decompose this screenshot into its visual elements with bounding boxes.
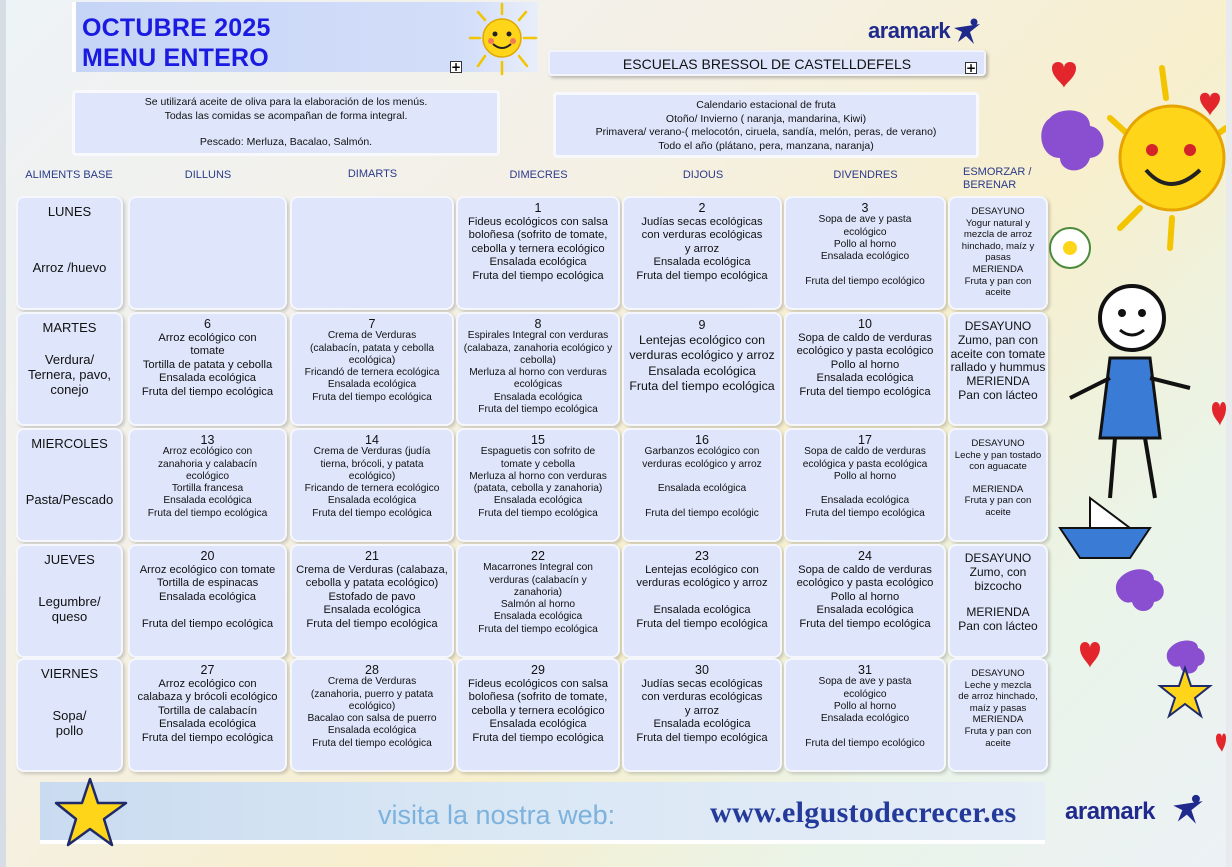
meal-line: Sopa de ave y pasta: [818, 214, 912, 226]
meal-cell: [784, 312, 946, 426]
snack-line: aceite: [985, 287, 1011, 299]
date-number: 13: [200, 433, 215, 447]
meal-line: Arroz ecológico con: [158, 677, 257, 690]
meal-line: Fruta del tiempo ecológico: [805, 275, 925, 287]
meal-line: y arroz: [684, 704, 720, 717]
meal-line: Fruta del tiempo ecológica: [636, 731, 768, 744]
aramark-star-icon: [952, 16, 982, 46]
day-cell-lunes: [16, 196, 123, 310]
meal-line: Fruta del tiempo ecológica: [141, 385, 274, 398]
day-cell-jueves: [16, 544, 123, 658]
note-line: Todas las comidas se acompañan de forma integral.: [164, 109, 408, 122]
meal-cell: [128, 196, 287, 310]
meal-line: Fruta del tiempo ecológica: [312, 507, 432, 519]
date-number: 20: [200, 549, 215, 563]
meal-line: Fruta del tiempo ecológica: [306, 617, 438, 630]
meal-cell: [784, 196, 946, 310]
snack-header-line: ESMORZAR /: [963, 166, 1032, 178]
meal-cell: [290, 544, 454, 658]
snack-line: MERIENDA: [966, 605, 1030, 620]
meal-line: Tortilla francesa: [171, 483, 244, 495]
meal-line: Judías secas ecológicas: [641, 215, 763, 228]
base-food-line: Sopa/: [52, 708, 87, 723]
snack-line: DESAYUNO: [971, 438, 1025, 449]
meal-line: cebolla y patata ecológico): [305, 577, 439, 590]
snack-line: pasas: [985, 252, 1011, 264]
meal-cell: [784, 428, 946, 542]
snack-line: Pan con lácteo: [958, 619, 1038, 634]
snack-line: [950, 473, 1046, 484]
expand-title-button[interactable]: +: [451, 60, 462, 74]
meal-line: Fricando de ternera ecológico: [304, 483, 440, 495]
meal-line: (calabacín, patata y cebolla: [309, 342, 435, 354]
day-name: MARTES: [42, 320, 97, 335]
date-number: 22: [531, 549, 545, 563]
meal-line: ecológico): [348, 470, 396, 482]
note-line: Se utilizará aceite de oliva para la elaboración de los menús.: [144, 96, 428, 108]
snack-line: aceite: [985, 506, 1011, 518]
base-food-line: Verdura/: [44, 352, 95, 367]
meal-line: Fruta del tiempo ecológico: [805, 737, 925, 749]
meal-line: Fruta del tiempo ecológica: [629, 378, 775, 393]
snack-line: MERIENDA: [972, 483, 1024, 495]
meal-line: Ensalada ecológica: [489, 718, 587, 731]
heart-icon: [1212, 402, 1226, 426]
date-number: 2: [698, 201, 706, 215]
meal-line: Ensalada ecológica: [816, 372, 914, 385]
meal-line: Fruta del tiempo ecológica: [141, 617, 274, 630]
snack-cell: [948, 544, 1048, 658]
meal-line: y arroz: [684, 242, 720, 255]
date-number: 24: [858, 549, 872, 563]
date-number: 23: [695, 549, 709, 563]
meal-line: Fruta del tiempo ecológica: [805, 507, 925, 519]
snack-line: de arroz hinchado,: [958, 691, 1038, 703]
snack-line: maíz y pasas: [969, 702, 1027, 714]
snack-cell: [948, 196, 1048, 310]
col-header-base: ALIMENTS BASE: [25, 169, 113, 181]
meal-line: ecológico y pasta ecológico: [796, 345, 934, 358]
note-line: Otoño/ Invierno ( naranja, mandarina, Kiwi): [665, 112, 867, 125]
meal-line: Fruta del tiempo ecológica: [312, 391, 432, 403]
date-number: 1: [534, 201, 542, 215]
meal-line: (zanahoria, puerro y patata: [310, 688, 434, 700]
snack-line: hinchado, maíz y: [961, 240, 1035, 252]
meal-line: Ensalada ecológica: [653, 604, 751, 617]
day-cell-miercoles: [16, 428, 123, 542]
meal-line: Fruta del tiempo ecológic: [645, 507, 759, 519]
scrollbar[interactable]: [1226, 0, 1232, 867]
title-menu: MENU ENTERO: [82, 44, 269, 72]
base-food-line: Ternera, pavo,: [27, 367, 112, 382]
meal-line: Ensalada ecológica: [493, 611, 583, 623]
day-name: LUNES: [47, 204, 92, 219]
meal-line: Lentejas ecológico con: [645, 563, 759, 576]
snack-header-line: BERENAR: [963, 179, 1017, 191]
meal-cell: [290, 428, 454, 542]
meal-line: Espirales Integral con verduras: [467, 330, 609, 342]
heart-icon: [1052, 62, 1076, 88]
meal-line: Pollo al horno: [830, 358, 900, 371]
meal-line: tomate y cebolla: [500, 458, 576, 470]
meal-line: boloñesa (sofrito de tomate,: [468, 691, 608, 704]
base-food: [18, 260, 121, 275]
meal-line: Crema de Verduras: [327, 330, 417, 342]
school-name-box: ESCUELAS BRESSOL DE CASTELLDEFELS: [548, 50, 986, 76]
notes-seasonal-fruit: [553, 92, 979, 158]
star-icon: [52, 775, 132, 850]
meal-line: [786, 725, 944, 737]
meal-line: Crema de Verduras (calabaza,: [296, 563, 448, 576]
meal-cell: [784, 658, 946, 772]
meal-line: Fideus ecológicos con salsa: [468, 215, 608, 228]
meal-line: Ensalada ecológica: [323, 604, 421, 617]
meal-line: Sopa de caldo de verduras: [798, 563, 932, 576]
meal-line: Sopa de caldo de verduras: [804, 446, 926, 458]
heart-icon: [1080, 642, 1100, 668]
meal-line: Pollo al horno: [833, 470, 897, 482]
date-number: 31: [858, 663, 872, 677]
col-header-thursday: DIJOUS: [682, 169, 724, 181]
meal-line: verduras ecológico y arroz: [636, 577, 768, 590]
snack-line: Yogur natural y: [965, 217, 1031, 229]
base-food-line: Pasta/Pescado: [25, 492, 114, 507]
meal-line: [786, 263, 944, 275]
meal-line: Sopa de caldo de verduras: [798, 331, 932, 344]
meal-cell: [290, 196, 454, 310]
meal-line: tomate: [190, 345, 225, 358]
meal-line: ecológico: [843, 688, 887, 700]
meal-line: calabaza y brócoli ecológico: [137, 691, 278, 704]
meal-line: Ensalada ecológica: [657, 483, 747, 495]
snack-line: Fruta y pan con: [964, 725, 1032, 737]
meal-line: Salmón al horno: [500, 599, 576, 611]
title-month: OCTUBRE 2025: [82, 14, 271, 42]
snack-line: DESAYUNO: [971, 206, 1025, 217]
meal-cell: [784, 544, 946, 658]
meal-line: ecológico y pasta ecológico: [796, 577, 934, 590]
snack-line: con aguacate: [969, 461, 1027, 473]
col-header-snack: [963, 166, 1043, 192]
col-header-wednesday: DIMECRES: [509, 169, 568, 181]
aramark-logo-top: [868, 18, 988, 48]
meal-line: Bacalao con salsa de puerro: [307, 713, 437, 725]
brand-label: aramark: [1065, 798, 1155, 825]
meal-line: Ensalada ecológica: [653, 256, 751, 269]
meal-cell: [128, 658, 287, 772]
meal-line: Fruta del tiempo ecológica: [141, 731, 274, 744]
note-line: Todo el año (plátano, pera, manzana, naranja): [658, 139, 874, 152]
snack-line: aceite con tomate: [950, 346, 1046, 361]
day-name: JUEVES: [44, 552, 95, 567]
meal-line: cebolla): [520, 354, 556, 366]
heart-icon: [1200, 93, 1220, 116]
meal-line: Estofado de pavo: [328, 590, 416, 603]
meal-line: Fruta del tiempo ecológica: [312, 737, 432, 749]
day-cell-martes: [16, 312, 123, 426]
meal-line: Espaguetis con sofrito de: [480, 446, 596, 458]
day-name: VIERNES: [40, 666, 99, 681]
meal-line: Ensalada ecológica: [816, 604, 914, 617]
meal-line: Pollo al horno: [830, 590, 900, 603]
meal-line: Ensalada ecológico: [820, 251, 910, 263]
expand-school-button[interactable]: +: [966, 61, 977, 75]
meal-line: verduras ecológico y arroz: [629, 348, 775, 363]
base-food-line: Arroz /huevo: [32, 260, 107, 275]
base-food: [18, 594, 121, 624]
date-number: 21: [365, 549, 379, 563]
snack-line: mezcla de arroz: [963, 229, 1033, 241]
meal-line: verduras (calabacín y: [489, 574, 587, 586]
note-line: [75, 123, 497, 136]
base-food-line: Legumbre/: [38, 594, 101, 609]
snack-cell: [948, 428, 1048, 542]
snack-line: DESAYUNO: [964, 551, 1032, 565]
meal-line: tierna, brócoli, y patata: [320, 458, 424, 470]
col-header-monday: DILLUNS: [184, 169, 232, 181]
meal-line: Fruta del tiempo ecológica: [472, 269, 604, 282]
page-edge: [0, 0, 6, 867]
notes-oil-fish: [72, 90, 500, 156]
meal-line: Ensalada ecológica: [493, 495, 583, 507]
meal-line: Tortilla de espinacas: [156, 577, 259, 590]
meal-line: Ensalada ecológica: [327, 495, 417, 507]
date-number: 15: [531, 433, 545, 447]
meal-line: [786, 483, 944, 495]
meal-line: Fruta del tiempo ecológica: [478, 507, 598, 519]
date-number: 17: [858, 433, 872, 447]
note-line: Calendario estacional de fruta: [696, 99, 836, 111]
meal-line: Crema de Verduras: [327, 676, 417, 688]
meal-line: Fruta del tiempo ecológica: [799, 385, 931, 398]
meal-line: Ensalada ecológica: [648, 363, 756, 378]
meal-line: Merluza al horno con verduras: [469, 367, 607, 379]
meal-cell: [622, 658, 782, 772]
meal-line: Ensalada ecológico: [820, 713, 910, 725]
meal-line: [130, 604, 285, 618]
meal-line: con verduras ecológicas: [641, 229, 763, 242]
meal-line: (calabaza, zanahoria ecológico y: [463, 342, 613, 354]
meal-line: ecológica): [348, 354, 396, 366]
meal-line: (patata, cebolla y zanahoria): [473, 483, 603, 495]
snack-line: Leche y pan tostado: [954, 449, 1042, 461]
meal-cell: [128, 428, 287, 542]
date-number: 30: [695, 663, 709, 677]
col-header-tuesday: DIMARTS: [347, 168, 398, 180]
meal-line: Arroz ecológico con tomate: [139, 563, 276, 576]
meal-line: ecológico): [348, 700, 396, 712]
meal-line: ecológica y pasta ecológica: [802, 458, 928, 470]
date-number: 27: [200, 663, 215, 677]
meal-line: Fruta del tiempo ecológica: [478, 404, 598, 416]
date-number: 3: [861, 201, 869, 215]
day-cell-viernes: [16, 658, 123, 772]
meal-line: Tortilla de patata y cebolla: [142, 358, 273, 371]
snack-line: rallado y hummus: [950, 360, 1046, 375]
meal-line: con verduras ecológicas: [641, 691, 763, 704]
meal-line: [624, 471, 780, 483]
meal-line: Judías secas ecológicas: [641, 677, 763, 690]
meal-line: zanahoria y calabacín: [157, 458, 258, 470]
col-header-friday: DIVENDRES: [833, 169, 898, 181]
base-food-line: pollo: [55, 723, 84, 738]
meal-cell: [456, 312, 620, 426]
base-food: [18, 352, 121, 397]
meal-line: boloñesa (sofrito de tomate,: [468, 229, 608, 242]
meal-line: cebolla y ternera ecológico: [471, 704, 605, 717]
brand-label: aramark: [868, 18, 951, 43]
meal-line: zanahoria): [513, 586, 563, 598]
meal-line: [624, 495, 780, 507]
kids-drawing-decoration: [1040, 58, 1226, 858]
meal-line: Crema de Verduras (judía: [313, 446, 431, 458]
note-line: Pescado: Merluza, Bacalao, Salmón.: [199, 136, 373, 148]
meal-line: Fruta del tiempo ecológica: [147, 507, 268, 519]
sun-icon: [466, 0, 538, 78]
meal-cell: [456, 428, 620, 542]
meal-line: cebolla y ternera ecológico: [471, 242, 605, 255]
meal-line: ecológico: [185, 470, 230, 482]
meal-line: Fruta del tiempo ecológica: [472, 731, 604, 744]
snack-line: Leche y mezcla: [964, 679, 1032, 691]
meal-line: verduras ecológico y arroz: [642, 458, 762, 470]
meal-line: ecológico: [843, 226, 887, 238]
meal-line: Ensalada ecológica: [327, 379, 417, 391]
meal-cell: [622, 196, 782, 310]
meal-cell: [128, 544, 287, 658]
date-number: 16: [695, 433, 709, 447]
meal-line: [624, 591, 780, 605]
date-number: 9: [698, 318, 706, 332]
meal-cell: [622, 312, 782, 426]
snack-cell: [948, 658, 1048, 772]
snack-line: Zumo, pan con: [957, 332, 1039, 347]
meal-line: Ensalada ecológica: [653, 718, 751, 731]
date-number: 7: [368, 317, 376, 331]
day-name: MIERCOLES: [31, 436, 108, 451]
base-food: [18, 708, 121, 738]
meal-line: Fruta del tiempo ecológica: [636, 269, 768, 282]
snack-line: bizcocho: [974, 578, 1022, 593]
date-number: 6: [204, 317, 211, 331]
note-line: Primavera/ verano-( melocotón, ciruela, sandía, melón, peras, de verano): [595, 126, 937, 138]
meal-line: Pollo al horno: [833, 700, 897, 712]
snack-line: Fruta y pan con: [964, 275, 1032, 287]
snack-line: MERIENDA: [972, 263, 1024, 275]
meal-line: Garbanzos ecológico con: [644, 446, 760, 458]
meal-cell: [456, 544, 620, 658]
meal-line: Sopa de ave y pasta: [818, 676, 912, 688]
meal-line: Ensalada ecológica: [489, 256, 587, 269]
date-number: 14: [365, 433, 379, 447]
snack-line: MERIENDA: [972, 714, 1024, 726]
meal-line: Lentejas ecológico con: [638, 333, 766, 348]
meal-cell: [128, 312, 287, 426]
meal-cell: [456, 658, 620, 772]
meal-line: Merluza al horno con verduras: [469, 470, 607, 482]
footer-visit-text: visita la nostra web:: [378, 800, 616, 830]
date-number: 10: [858, 317, 872, 331]
meal-cell: [290, 658, 454, 772]
snack-line: MERIENDA: [966, 374, 1030, 389]
meal-line: Fruta del tiempo ecológica: [799, 617, 931, 630]
meal-line: Ensalada ecológica: [158, 372, 257, 385]
meal-line: Ensalada ecológica: [327, 725, 417, 737]
meal-line: Fruta del tiempo ecológica: [478, 623, 598, 635]
meal-line: Ensalada ecológica: [493, 391, 583, 403]
meal-line: Ensalada ecológica: [158, 718, 257, 731]
meal-line: Fruta del tiempo ecológica: [636, 617, 768, 630]
date-number: 8: [534, 317, 542, 331]
snack-line: Fruta y pan con: [964, 495, 1032, 507]
meal-line: Macarrones Integral con: [483, 562, 593, 574]
meal-line: Arroz ecológico con: [162, 446, 253, 458]
base-food-line: conejo: [50, 382, 89, 397]
snack-line: Zumo, con: [969, 564, 1027, 579]
base-food-line: queso: [51, 609, 88, 624]
meal-cell: [622, 544, 782, 658]
meal-line: Fideus ecológicos con salsa: [468, 677, 608, 690]
snack-line: DESAYUNO: [964, 319, 1032, 333]
meal-cell: [290, 312, 454, 426]
meal-line: Ensalada ecológica: [163, 495, 252, 507]
heart-icon: [1216, 734, 1226, 753]
meal-line: Arroz ecológico con: [158, 331, 257, 344]
meal-line: Pollo al horno: [833, 238, 897, 250]
meal-line: Ensalada ecológica: [820, 495, 910, 507]
snack-line: aceite: [985, 737, 1011, 749]
meal-cell: [456, 196, 620, 310]
snack-line: Pan con lácteo: [958, 387, 1038, 402]
meal-line: Tortilla de calabacín: [158, 704, 257, 717]
meal-line: ecológicas: [513, 379, 563, 391]
meal-line: Ensalada ecológica: [158, 590, 257, 603]
meal-line: Fricandó de ternera ecológica: [304, 367, 440, 379]
snack-line: DESAYUNO: [971, 668, 1025, 679]
date-number: 29: [531, 663, 545, 677]
website-link[interactable]: www.elgustodecrecer.es: [710, 796, 1017, 829]
base-food: [18, 492, 121, 507]
date-number: 28: [365, 663, 379, 677]
snack-cell: [948, 312, 1048, 426]
meal-cell: [622, 428, 782, 542]
